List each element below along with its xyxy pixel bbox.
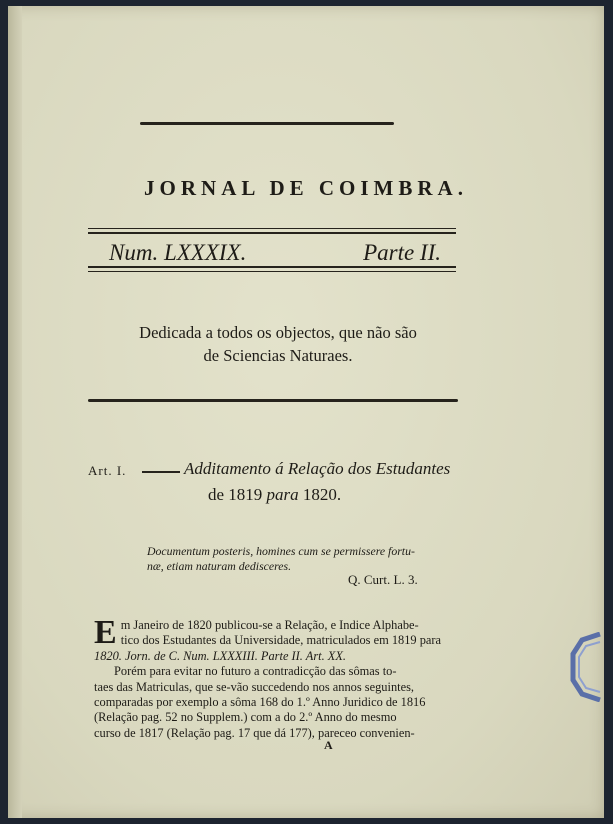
article-label: Art. I.: [88, 463, 127, 478]
issue-part: Parte II.: [363, 240, 441, 265]
body-line-1: m Janeiro de 1820 publicou-se a Relação, e Indice Alphabe-: [120, 618, 419, 632]
page-binding-edge: [8, 6, 22, 818]
article-dash: [142, 471, 180, 473]
document-page: [8, 6, 604, 818]
top-ornament-rule: [140, 122, 394, 125]
epigraph-citation: Q. Curt. L. 3.: [348, 572, 418, 587]
epigraph: [147, 544, 472, 574]
body-line-3: 1820. Jorn. de C. Num. LXXXIII. Parte II. Art. XX.: [94, 648, 347, 663]
body-line-6: comparadas por exemplo a sôma 168 do 1.º Anno Juridico de 1816: [94, 695, 426, 710]
issue-number: Num. LXXXIX.: [109, 240, 247, 265]
issue-bottom-rule-2: [88, 271, 456, 272]
issue-top-rule-2: [88, 232, 456, 234]
drop-cap: E: [94, 614, 117, 651]
epigraph-line-1: Documentum posteris, homines cum se permissere fortu-: [147, 544, 415, 558]
issue-bottom-rule-1: [88, 266, 456, 268]
article-body: [94, 614, 474, 741]
article-title-para: para: [266, 485, 299, 504]
signature-mark: A: [324, 738, 333, 752]
issue-top-rule-1: [88, 228, 456, 229]
library-stamp-icon: [570, 632, 602, 702]
journal-masthead: JORNAL DE COIMBRA.: [144, 176, 468, 200]
article-title-year-from: de 1819: [208, 485, 263, 504]
dedication-line-2: de Sciencias Naturaes.: [203, 346, 353, 365]
body-line-7: (Relação pag. 52 no Supplem.) com a do 2.º Anno do mesmo: [94, 710, 397, 725]
epigraph-line-2: næ, etiam naturam dedisceres.: [147, 559, 292, 573]
dedication: [8, 321, 548, 367]
body-line-5: taes das Matriculas, que se-vão succedendo nos annos seguintes,: [94, 679, 415, 694]
body-line-4: Porém para evitar no futuro a contradicção das sômas to-: [114, 664, 397, 679]
article-title-line-1: Additamento á Relação dos Estudantes: [184, 459, 451, 478]
article-title-year-to: 1820.: [302, 485, 342, 504]
body-line-2: tico dos Estudantes da Universidade, matriculados em 1819 para: [120, 633, 442, 648]
body-line-8: curso de 1817 (Relação pag. 17 que dá 177), pareceo convenien-: [94, 725, 415, 740]
middle-ornament-rule: [88, 399, 458, 402]
article-title-line-2: [208, 482, 341, 507]
dedication-line-1: Dedicada a todos os objectos, que não são: [139, 323, 417, 342]
